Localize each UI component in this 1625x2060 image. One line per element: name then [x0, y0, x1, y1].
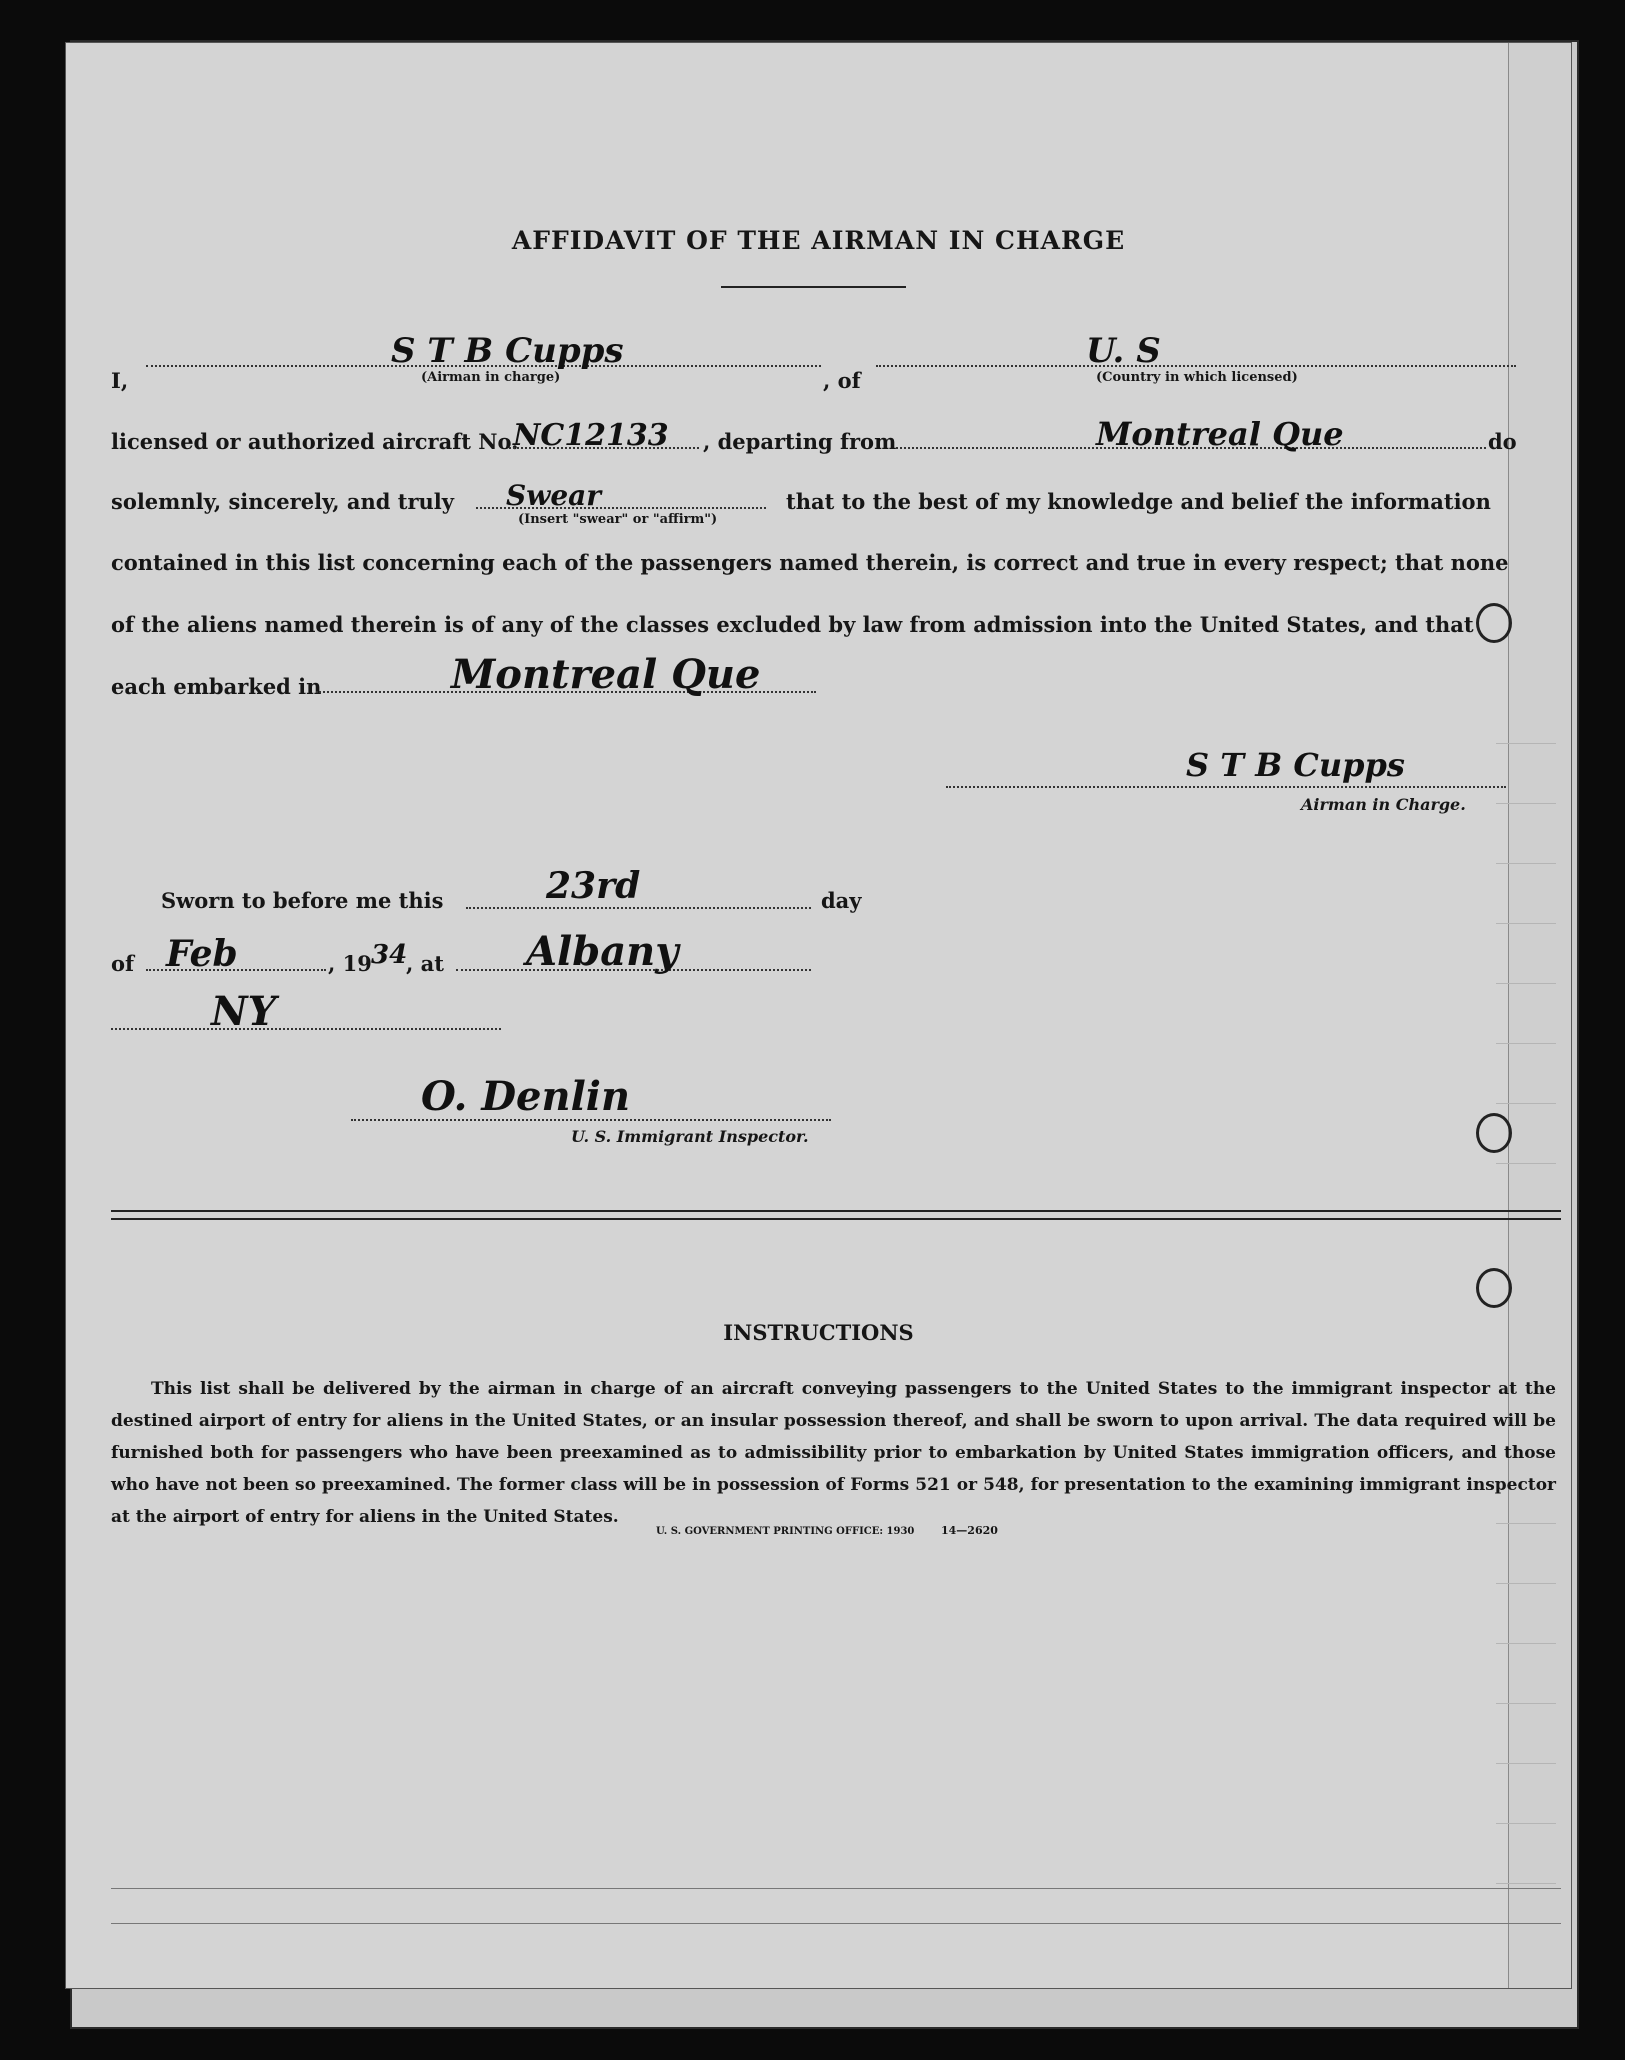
form-number: 14—2620	[941, 1524, 998, 1537]
ruled-line	[1496, 1583, 1556, 1584]
day-text: day	[821, 888, 862, 913]
swear-caption: (Insert "swear" or "affirm")	[518, 512, 718, 527]
ruled-line	[1496, 743, 1556, 744]
country-field	[876, 365, 1516, 367]
ruled-line	[1496, 803, 1556, 804]
punch-hole	[1476, 1268, 1512, 1308]
of-label: , of	[823, 368, 861, 393]
ruled-line	[1496, 1763, 1556, 1764]
inspector-signature: O. Denlin	[421, 1073, 631, 1120]
sworn-year-handwritten: 34	[371, 940, 408, 970]
sworn-state-field	[111, 1028, 501, 1030]
ruled-line	[1496, 1103, 1556, 1104]
embarked-text: each embarked in	[111, 674, 322, 699]
ruled-line	[1496, 1703, 1556, 1704]
do-text: do	[1488, 429, 1517, 454]
sworn-state-handwritten: NY	[211, 988, 277, 1035]
aircraft-no-handwritten: NC12133	[513, 418, 669, 453]
instructions-title: INSTRUCTIONS	[723, 1320, 914, 1345]
inspector-caption: U. S. Immigrant Inspector.	[571, 1127, 809, 1146]
airman-signature: S T B Cupps	[1186, 746, 1405, 784]
airman-signature-caption: Airman in Charge.	[1301, 795, 1466, 814]
sworn-text: Sworn to before me this	[161, 888, 444, 913]
affidavit-page	[65, 42, 1572, 1989]
affidavit-title: AFFIDAVIT OF THE AIRMAN IN CHARGE	[511, 226, 1126, 255]
country-caption: (Country in which licensed)	[1096, 370, 1298, 385]
ruled-line	[1496, 863, 1556, 864]
sworn-place-handwritten: Albany	[526, 928, 679, 975]
solemnly-text: solemnly, sincerely, and truly	[111, 489, 454, 514]
fold-line	[111, 1888, 1561, 1889]
airman-signature-line	[946, 786, 1506, 788]
contained-text: contained in this list concerning each of the passengers named therein, is correct and true in every respect; that none	[111, 550, 1509, 575]
country-handwritten: U. S	[1086, 331, 1161, 371]
fold-line	[111, 1923, 1561, 1924]
year-prefix: , 19	[328, 951, 372, 976]
ruled-line	[1496, 1823, 1556, 1824]
punch-hole	[1476, 603, 1512, 643]
sworn-day-handwritten: 23rd	[546, 865, 641, 907]
aliens-text: of the aliens named therein is of any of the classes excluded by law from admission into the United States, and that	[111, 612, 1474, 637]
departing-handwritten: Montreal Que	[1096, 415, 1344, 453]
page-edge-strip	[1508, 43, 1571, 1988]
embarked-handwritten: Montreal Que	[451, 651, 761, 698]
ruled-line	[1496, 1043, 1556, 1044]
swear-handwritten: Swear	[506, 479, 602, 512]
ruled-line	[1496, 1643, 1556, 1644]
at-text: , at	[406, 951, 444, 976]
printing-office-imprint: U. S. GOVERNMENT PRINTING OFFICE: 1930	[656, 1526, 915, 1537]
separator-rule-bottom	[111, 1218, 1561, 1220]
airman-caption: (Airman in charge)	[421, 370, 561, 385]
i-label: I,	[111, 368, 129, 393]
belief-text: that to the best of my knowledge and belief the information	[786, 489, 1491, 514]
ruled-line	[1496, 923, 1556, 924]
separator-rule-top	[111, 1210, 1561, 1212]
licensed-text: licensed or authorized aircraft No.	[111, 429, 519, 454]
title-underline	[721, 286, 906, 288]
instructions-body: This list shall be delivered by the airman in charge of an aircraft conveying passengers to the United States to the immigrant inspector at the destined airport of entry for aliens in the United States, or an insular possession thereof, and shall be sworn to upon arrival. The data required will be furnished both for passengers who have been preexamined as to admissibility prior to embarkation by United States immigration officers, and those who have not been so preexamined. The former class will be in possession of Forms 521 or 548, for presentation to the examining immigrant inspector at the airport of entry for aliens in the United States.	[111, 1379, 1556, 1527]
punch-hole	[1476, 1113, 1512, 1153]
ruled-line	[1496, 1163, 1556, 1164]
sworn-month-handwritten: Feb	[166, 933, 238, 975]
of-text: of	[111, 951, 135, 976]
departing-text: , departing from	[703, 429, 897, 454]
ruled-line	[1496, 983, 1556, 984]
sworn-day-field	[466, 907, 811, 909]
airman-name-handwritten: S T B Cupps	[391, 331, 624, 371]
ruled-line	[1496, 1883, 1556, 1884]
